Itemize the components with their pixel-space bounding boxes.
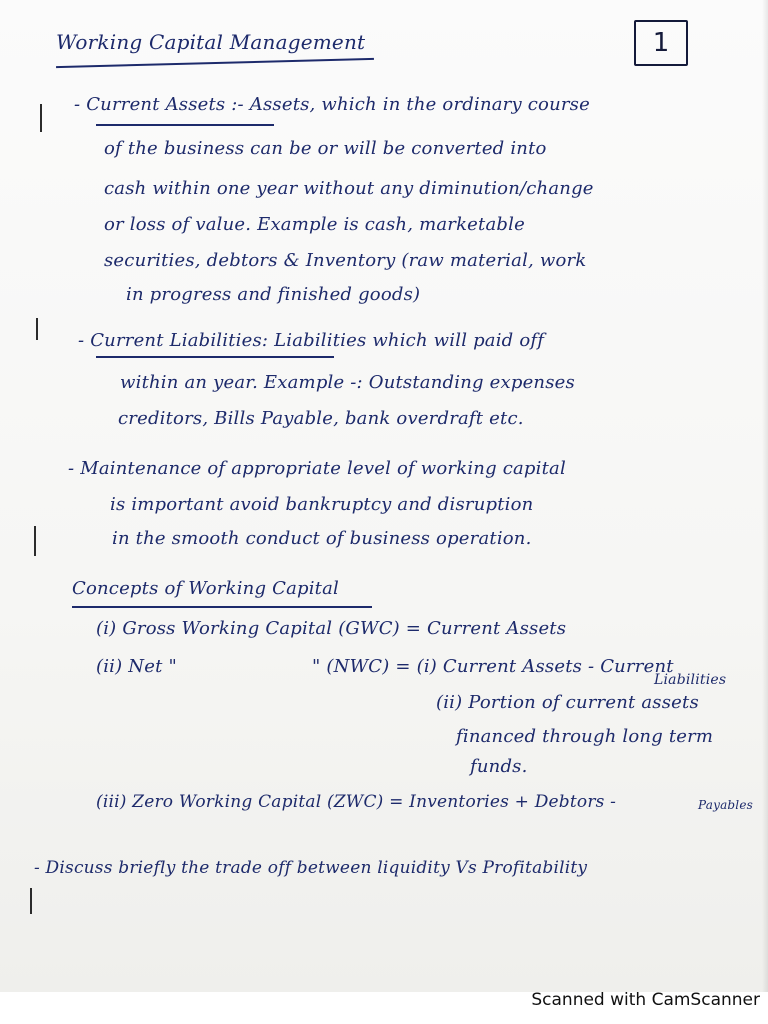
text-line: in progress and finished goods) <box>126 284 421 305</box>
text-line: cash within one year without any diminution/change <box>104 178 594 199</box>
text-line: (ii) Portion of current assets <box>436 692 699 713</box>
text-line: - Discuss briefly the trade off between liquidity Vs Profitability <box>34 858 588 878</box>
text-line: (iii) Zero Working Capital (ZWC) = Inventories + Debtors - <box>96 792 617 812</box>
text-line: Payables <box>698 798 754 812</box>
text-line: in the smooth conduct of business operation. <box>112 528 532 549</box>
text-line: " (NWC) = (i) Current Assets - Current <box>312 656 674 677</box>
text-line: or loss of value. Example is cash, marketable <box>104 214 525 235</box>
text-line: securities, debtors & Inventory (raw material, work <box>104 250 587 271</box>
section-heading: Concepts of Working Capital <box>72 578 339 599</box>
text-line: of the business can be or will be converted into <box>104 138 547 159</box>
heading-underline <box>96 124 274 126</box>
camscanner-watermark: Scanned with CamScanner <box>531 990 760 1010</box>
page-title: Working Capital Management <box>56 30 366 54</box>
margin-mark <box>40 104 42 132</box>
title-underline <box>56 58 374 68</box>
text-line: - Maintenance of appropriate level of working capital <box>68 458 566 479</box>
text-line: (ii) Net " <box>96 656 177 677</box>
scan-edge-shadow <box>762 0 768 992</box>
text-line: creditors, Bills Payable, bank overdraft etc. <box>118 408 524 429</box>
text-line: funds. <box>470 756 528 777</box>
text-line: Liabilities <box>654 672 727 688</box>
text-line: financed through long term <box>456 726 714 747</box>
text-line: is important avoid bankruptcy and disruption <box>110 494 534 515</box>
text-line: - Current Liabilities: Liabilities which will paid off <box>78 330 545 351</box>
heading-underline <box>96 356 334 358</box>
text-line: (i) Gross Working Capital (GWC) = Current Assets <box>96 618 567 639</box>
page-number-box <box>634 20 688 66</box>
margin-mark <box>34 526 36 556</box>
margin-mark <box>36 318 38 340</box>
page-number: 1 <box>652 28 670 58</box>
margin-mark <box>30 888 32 914</box>
heading-underline <box>72 606 372 608</box>
text-line: within an year. Example -: Outstanding expenses <box>120 372 575 393</box>
text-line: - Current Assets :- Assets, which in the ordinary course <box>74 94 590 115</box>
